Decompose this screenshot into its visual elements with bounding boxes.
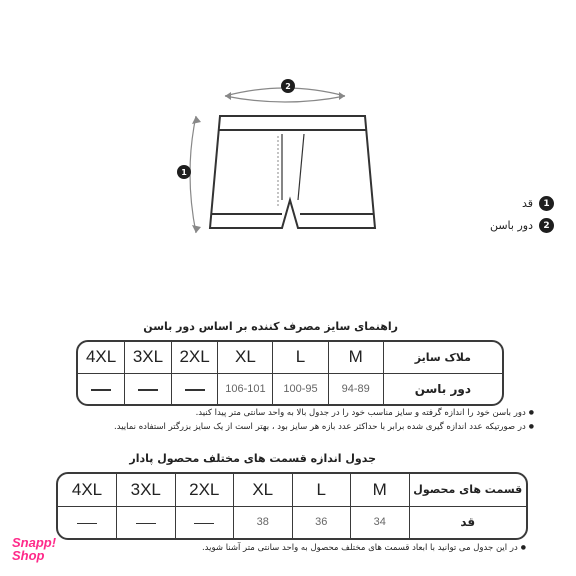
- size-criterion-label: ملاک سایز: [383, 342, 502, 373]
- value-l: 36: [292, 506, 351, 538]
- height-row-label: قد: [460, 515, 476, 530]
- waist-row-label: دور باسن: [414, 381, 472, 396]
- product-dimensions-table: [56, 472, 528, 540]
- size-header-xl: XL: [218, 342, 273, 373]
- value-xl: 106-101: [218, 373, 273, 404]
- boxer-shorts-illustration: [170, 78, 400, 248]
- dash-mark: [194, 523, 214, 525]
- logo-line-1: Snapp!: [12, 535, 57, 550]
- legend-label: دور باسن: [489, 219, 533, 232]
- dash-mark: [185, 389, 205, 391]
- table1-title: راهنمای سایز مصرف کننده بر اساس دور باسن: [143, 320, 398, 333]
- height-marker-icon: [177, 165, 191, 179]
- value-2xl: [175, 506, 234, 538]
- size-header-m: M: [351, 474, 410, 506]
- dash-mark: [138, 389, 158, 391]
- size-header-2xl: 2XL: [175, 474, 234, 506]
- value-3xl: [117, 506, 176, 538]
- dash-mark: [136, 523, 156, 525]
- value-3xl: [125, 373, 172, 404]
- value-m: 34: [351, 506, 410, 538]
- size-header-l: L: [273, 342, 328, 373]
- note-size-up: ● در صورتیکه عدد اندازه گیری شده برابر با حداکثر عدد بازه هر سایز بود ، بهتر است از یک سایز بزرگتر استفاده نمایید.: [114, 422, 534, 432]
- value-4xl: [78, 373, 125, 404]
- dash-mark: [77, 523, 97, 525]
- note-product-dimensions: ● در این جدول می توانید با ابعاد قسمت های مختلف محصول به واحد سانتی متر آشنا شوید.: [202, 543, 526, 553]
- size-header-2xl: 2XL: [171, 342, 218, 373]
- legend-item-height: [522, 196, 554, 211]
- size-header-3xl: 3XL: [125, 342, 172, 373]
- dash-mark: [91, 389, 111, 391]
- size-header-4xl: 4XL: [58, 474, 117, 506]
- legend-item-waist: [490, 218, 554, 233]
- note-measure-waist: ● دور باسن خود را اندازه گرفته و سایز مناسب خود را در جدول بالا به واحد سانتی متر پیدا کنید.: [196, 408, 534, 418]
- size-header-l: L: [292, 474, 351, 506]
- table2-title: جدول اندازه قسمت های مختلف محصول پادار: [129, 452, 376, 465]
- value-l: 100-95: [273, 373, 328, 404]
- number-one-icon: 1: [539, 196, 554, 211]
- svg-text:1: 1: [181, 168, 187, 177]
- value-xl: 38: [234, 506, 293, 538]
- size-header-4xl: 4XL: [78, 342, 125, 373]
- waist-size-table: [76, 340, 504, 406]
- value-m: 94-89: [328, 373, 383, 404]
- size-header-3xl: 3XL: [117, 474, 176, 506]
- number-two-icon: 2: [539, 218, 554, 233]
- logo-line-2: Shop: [12, 548, 45, 563]
- size-header-xl: XL: [234, 474, 293, 506]
- legend-label: قد: [521, 197, 533, 210]
- product-parts-label: قسمت های محصول: [409, 474, 526, 506]
- snappshop-logo: [12, 536, 72, 570]
- waist-marker-icon: [281, 79, 295, 93]
- svg-text:2: 2: [285, 82, 291, 91]
- value-4xl: [58, 506, 117, 538]
- value-2xl: [171, 373, 218, 404]
- size-header-m: M: [328, 342, 383, 373]
